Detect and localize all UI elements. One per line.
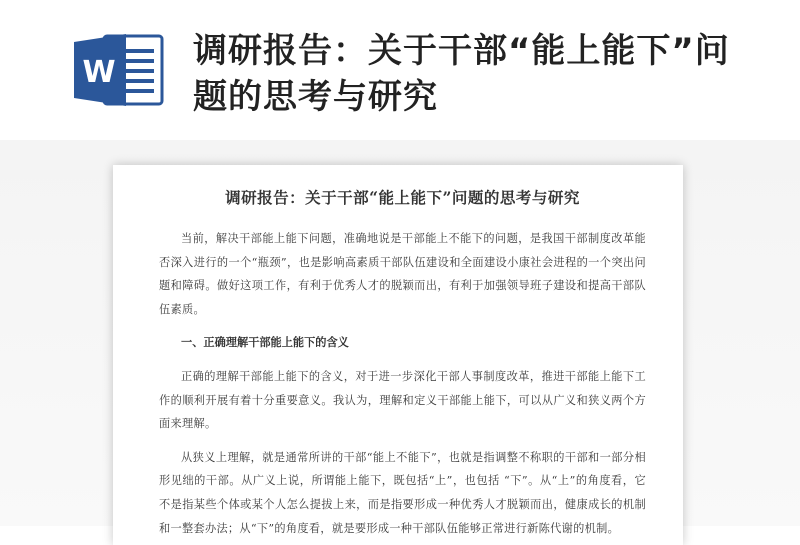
header-banner (0, 0, 800, 140)
section-paragraph: 从狭义上理解，就是通常所讲的干部“能上不能下”，也就是指调整不称职的干部和一部分相形见绌的干部。从广义上说，所谓能上能下，既包括“上”，也包括 “下”。从“上”的角度看，它不是指某些个体或某个人怎么提拔上来，而是指要形成一种优秀人才脱颖而出，健康成长的机制和一整套办法；从“下”的角度看，就是要形成一种干部队伍能够正常进行新陈代谢的机制。 (159, 450, 646, 535)
section-heading: 一、正确理解干部能上能下的含义 (181, 335, 349, 350)
document-page (113, 165, 683, 545)
section-paragraph: 正确的理解干部能上能下的含义，对于进一步深化干部人事制度改革，推进干部能上能下工作的顺利开展有着十分重要意义。我认为，理解和定义干部能上能下，可以从广义和狭义两个方面来理解。 (159, 369, 646, 431)
intro-paragraph: 当前，解决干部能上能下问题，准确地说是干部能上不能下的问题，是我国干部制度改革能否深入进行的一个“瓶颈”，也是影响高素质干部队伍建设和全面建设小康社会进程的一个突出问题和障碍。做好这项工作，有利于优秀人才的脱颖而出，有利于加强领导班子建设和提高干部队伍素质。 (159, 232, 646, 316)
document-title: 调研报告：关于干部“能上能下”问题的思考与研究 (225, 188, 580, 207)
logo-letter: W (82, 55, 116, 90)
header-title: 调研报告：关于干部“能上能下”问题的思考与研究 (193, 31, 730, 117)
microsoft-word-icon (74, 32, 166, 108)
